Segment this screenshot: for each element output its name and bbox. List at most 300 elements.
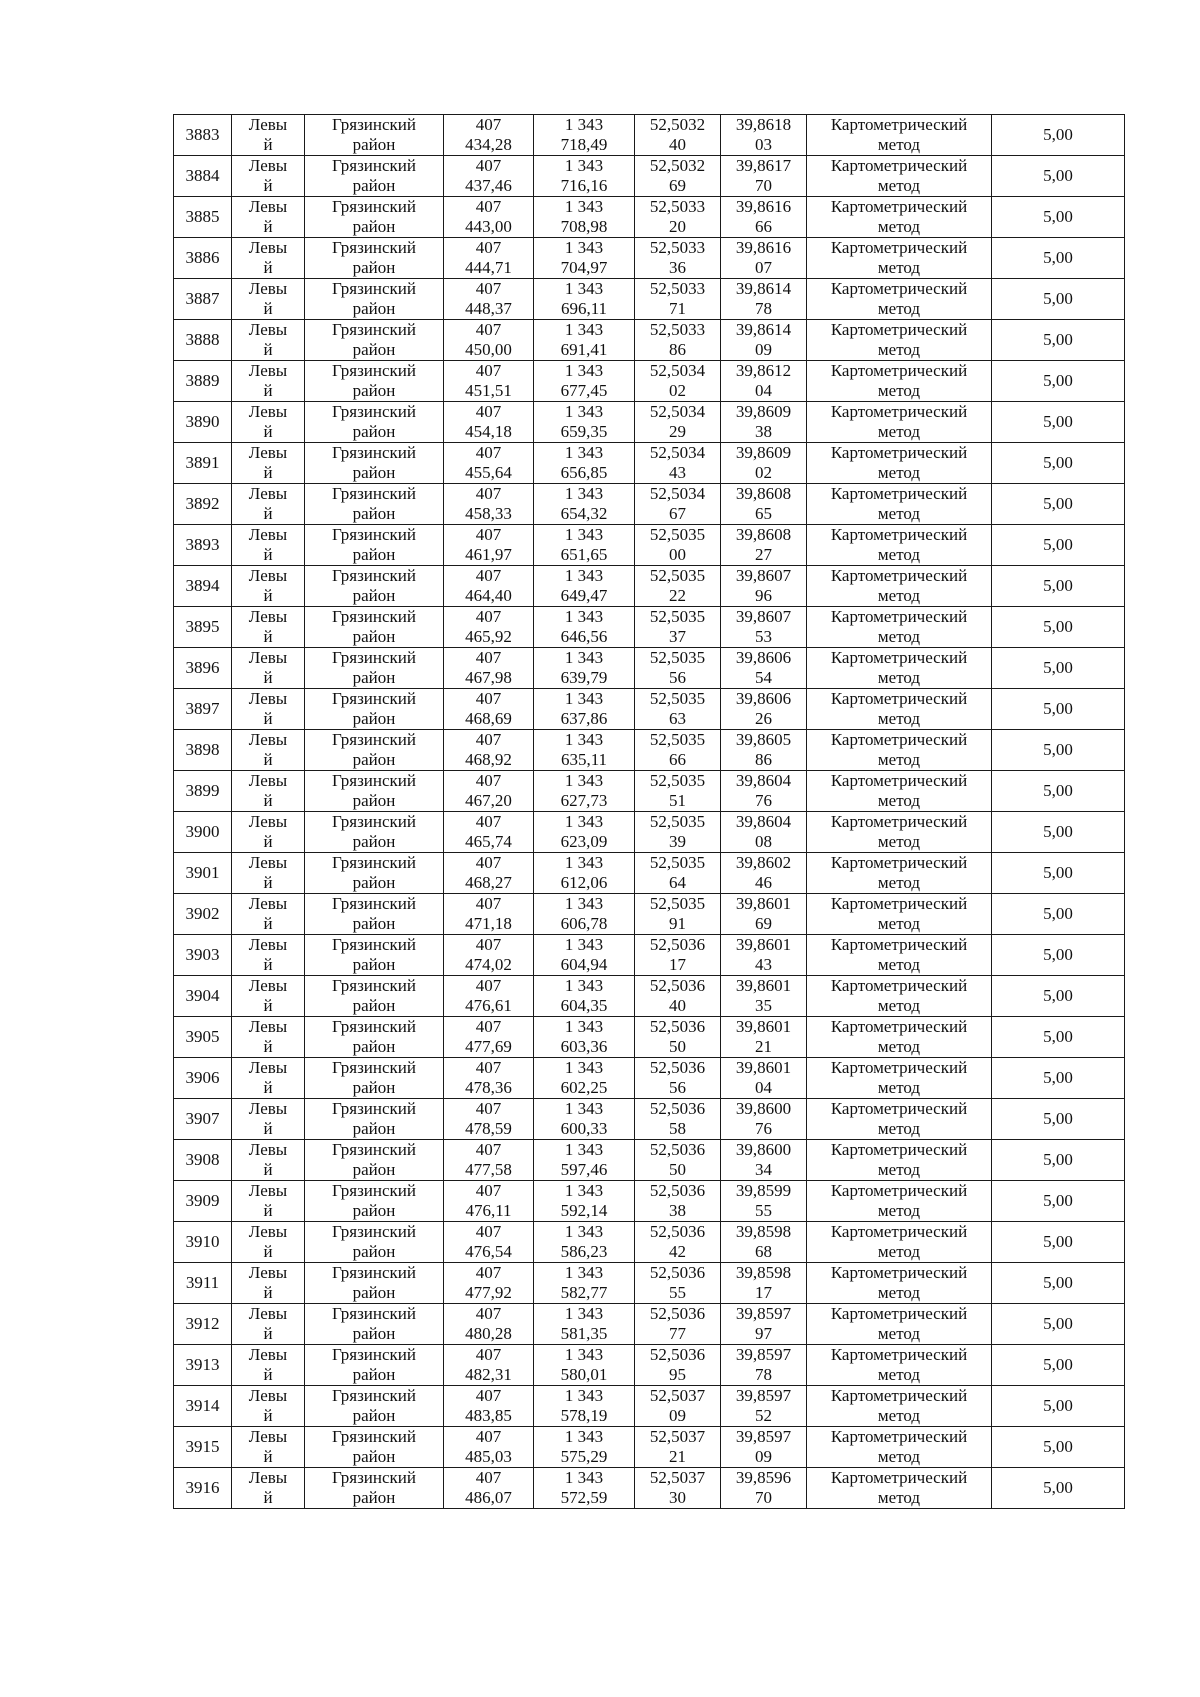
point-number-cell: 3889 bbox=[174, 361, 232, 402]
district-line: Грязинский bbox=[332, 238, 416, 257]
bank-side-line: Левы bbox=[248, 1304, 288, 1323]
x-coordinate-cell bbox=[444, 935, 534, 976]
y-coordinate-cell bbox=[534, 402, 635, 443]
latitude-cell bbox=[635, 238, 721, 279]
x-coordinate-cell bbox=[444, 1222, 534, 1263]
district-cell bbox=[305, 771, 444, 812]
x-coordinate-line: 451,51 bbox=[465, 381, 512, 400]
bank-side-line: й bbox=[263, 1406, 273, 1425]
longitude-line: 70 bbox=[755, 1488, 772, 1507]
longitude-line: 39,8617 bbox=[735, 156, 792, 175]
method-line: Картометрический bbox=[830, 1099, 968, 1118]
bank-side-line: Левы bbox=[248, 156, 288, 175]
bank-side-cell bbox=[232, 894, 305, 935]
y-coordinate-line: 659,35 bbox=[560, 422, 608, 441]
longitude-cell bbox=[721, 1304, 807, 1345]
longitude-line: 38 bbox=[755, 422, 772, 441]
bank-side-cell bbox=[232, 853, 305, 894]
district-line: Грязинский bbox=[332, 320, 416, 339]
y-coordinate-cell bbox=[534, 607, 635, 648]
x-coordinate-line: 407 bbox=[475, 320, 502, 339]
point-number-cell: 3899 bbox=[174, 771, 232, 812]
method-line: метод bbox=[877, 1365, 921, 1384]
accuracy-cell: 5,00 bbox=[992, 1099, 1125, 1140]
district-line: район bbox=[352, 1447, 396, 1466]
x-coordinate-line: 468,92 bbox=[465, 750, 512, 769]
point-number-cell: 3901 bbox=[174, 853, 232, 894]
longitude-cell bbox=[721, 279, 807, 320]
district-line: район bbox=[352, 217, 396, 236]
district-line: район bbox=[352, 1488, 396, 1507]
point-number-cell: 3916 bbox=[174, 1468, 232, 1509]
point-number-cell: 3910 bbox=[174, 1222, 232, 1263]
longitude-line: 39,8601 bbox=[735, 976, 792, 995]
bank-side-cell bbox=[232, 689, 305, 730]
y-coordinate-cell bbox=[534, 689, 635, 730]
method-cell bbox=[807, 935, 992, 976]
longitude-cell bbox=[721, 443, 807, 484]
table-row bbox=[174, 361, 1125, 402]
y-coordinate-line: 635,11 bbox=[560, 750, 608, 769]
latitude-line: 64 bbox=[669, 873, 686, 892]
bank-side-line: й bbox=[263, 135, 273, 154]
x-coordinate-cell bbox=[444, 1263, 534, 1304]
y-coordinate-cell bbox=[534, 1017, 635, 1058]
table-row bbox=[174, 1468, 1125, 1509]
latitude-cell bbox=[635, 1427, 721, 1468]
district-line: район bbox=[352, 463, 396, 482]
longitude-line: 39,8616 bbox=[735, 238, 792, 257]
y-coordinate-line: 575,29 bbox=[560, 1447, 608, 1466]
bank-side-line: й bbox=[263, 1160, 273, 1179]
bank-side-line: Левы bbox=[248, 607, 288, 626]
point-number-cell: 3914 bbox=[174, 1386, 232, 1427]
district-line: Грязинский bbox=[332, 812, 416, 831]
longitude-line: 27 bbox=[755, 545, 772, 564]
longitude-line: 66 bbox=[755, 217, 772, 236]
longitude-line: 78 bbox=[755, 299, 772, 318]
method-cell bbox=[807, 689, 992, 730]
district-cell bbox=[305, 1181, 444, 1222]
longitude-line: 39,8597 bbox=[735, 1345, 792, 1364]
method-cell bbox=[807, 1263, 992, 1304]
x-coordinate-line: 476,54 bbox=[465, 1242, 512, 1261]
bank-side-cell bbox=[232, 1058, 305, 1099]
bank-side-line: Левы bbox=[248, 812, 288, 831]
longitude-cell bbox=[721, 894, 807, 935]
method-cell bbox=[807, 607, 992, 648]
y-coordinate-cell bbox=[534, 1263, 635, 1304]
longitude-line: 39,8601 bbox=[735, 1017, 792, 1036]
x-coordinate-line: 407 bbox=[475, 894, 502, 913]
table-row bbox=[174, 730, 1125, 771]
bank-side-line: й bbox=[263, 1283, 273, 1302]
bank-side-line: й bbox=[263, 504, 273, 523]
method-line: метод bbox=[877, 1324, 921, 1343]
district-line: Грязинский bbox=[332, 1345, 416, 1364]
bank-side-line: й bbox=[263, 750, 273, 769]
longitude-line: 68 bbox=[755, 1242, 772, 1261]
x-coordinate-cell bbox=[444, 1017, 534, 1058]
x-coordinate-line: 467,20 bbox=[465, 791, 512, 810]
y-coordinate-line: 592,14 bbox=[560, 1201, 608, 1220]
method-line: Картометрический bbox=[830, 648, 968, 667]
y-coordinate-line: 572,59 bbox=[560, 1488, 608, 1507]
longitude-cell bbox=[721, 402, 807, 443]
bank-side-line: й bbox=[263, 791, 273, 810]
latitude-cell bbox=[635, 1181, 721, 1222]
latitude-line: 66 bbox=[669, 750, 686, 769]
y-coordinate-cell bbox=[534, 238, 635, 279]
method-line: Картометрический bbox=[830, 115, 968, 134]
y-coordinate-line: 586,23 bbox=[560, 1242, 608, 1261]
y-coordinate-line: 654,32 bbox=[560, 504, 608, 523]
latitude-cell bbox=[635, 566, 721, 607]
latitude-line: 52,5034 bbox=[649, 484, 706, 503]
district-cell bbox=[305, 1263, 444, 1304]
y-coordinate-line: 1 343 bbox=[564, 1099, 604, 1118]
longitude-cell bbox=[721, 607, 807, 648]
x-coordinate-line: 450,00 bbox=[465, 340, 512, 359]
method-cell bbox=[807, 156, 992, 197]
longitude-line: 55 bbox=[755, 1201, 772, 1220]
method-line: метод bbox=[877, 381, 921, 400]
point-number-cell: 3902 bbox=[174, 894, 232, 935]
latitude-line: 52,5037 bbox=[649, 1468, 706, 1487]
accuracy-cell: 5,00 bbox=[992, 320, 1125, 361]
latitude-line: 52,5035 bbox=[649, 607, 706, 626]
bank-side-line: Левы bbox=[248, 115, 288, 134]
method-line: метод bbox=[877, 914, 921, 933]
bank-side-cell bbox=[232, 1427, 305, 1468]
y-coordinate-line: 1 343 bbox=[564, 1222, 604, 1241]
y-coordinate-line: 581,35 bbox=[560, 1324, 608, 1343]
longitude-line: 76 bbox=[755, 1119, 772, 1138]
longitude-cell bbox=[721, 1099, 807, 1140]
latitude-cell bbox=[635, 197, 721, 238]
latitude-cell bbox=[635, 1140, 721, 1181]
x-coordinate-cell bbox=[444, 1427, 534, 1468]
bank-side-cell bbox=[232, 648, 305, 689]
latitude-cell bbox=[635, 689, 721, 730]
x-coordinate-cell bbox=[444, 115, 534, 156]
district-cell bbox=[305, 443, 444, 484]
district-line: Грязинский bbox=[332, 1263, 416, 1282]
accuracy-cell: 5,00 bbox=[992, 197, 1125, 238]
latitude-cell bbox=[635, 853, 721, 894]
district-cell bbox=[305, 361, 444, 402]
y-coordinate-line: 639,79 bbox=[560, 668, 608, 687]
method-line: Картометрический bbox=[830, 484, 968, 503]
y-coordinate-line: 1 343 bbox=[564, 320, 604, 339]
latitude-line: 52,5035 bbox=[649, 689, 706, 708]
district-line: Грязинский bbox=[332, 279, 416, 298]
latitude-line: 50 bbox=[669, 1160, 686, 1179]
district-cell bbox=[305, 1468, 444, 1509]
bank-side-line: й bbox=[263, 1447, 273, 1466]
method-line: Картометрический bbox=[830, 1468, 968, 1487]
longitude-line: 39,8599 bbox=[735, 1181, 792, 1200]
y-coordinate-cell bbox=[534, 730, 635, 771]
method-line: метод bbox=[877, 791, 921, 810]
method-line: метод bbox=[877, 1488, 921, 1507]
x-coordinate-line: 468,27 bbox=[465, 873, 512, 892]
longitude-line: 46 bbox=[755, 873, 772, 892]
table-row bbox=[174, 484, 1125, 525]
method-cell bbox=[807, 484, 992, 525]
y-coordinate-line: 1 343 bbox=[564, 156, 604, 175]
x-coordinate-cell bbox=[444, 853, 534, 894]
method-line: метод bbox=[877, 1242, 921, 1261]
method-line: Картометрический bbox=[830, 1017, 968, 1036]
accuracy-cell: 5,00 bbox=[992, 648, 1125, 689]
method-line: Картометрический bbox=[830, 525, 968, 544]
longitude-cell bbox=[721, 525, 807, 566]
latitude-line: 95 bbox=[669, 1365, 686, 1384]
district-line: район bbox=[352, 1201, 396, 1220]
longitude-cell bbox=[721, 1468, 807, 1509]
x-coordinate-line: 477,92 bbox=[465, 1283, 512, 1302]
bank-side-line: Левы bbox=[248, 1140, 288, 1159]
district-cell bbox=[305, 1017, 444, 1058]
method-line: метод bbox=[877, 1406, 921, 1425]
accuracy-cell: 5,00 bbox=[992, 1386, 1125, 1427]
method-line: Картометрический bbox=[830, 771, 968, 790]
point-number-cell: 3895 bbox=[174, 607, 232, 648]
bank-side-line: Левы bbox=[248, 238, 288, 257]
bank-side-line: й bbox=[263, 586, 273, 605]
district-line: Грязинский bbox=[332, 1222, 416, 1241]
table-row bbox=[174, 115, 1125, 156]
district-line: район bbox=[352, 955, 396, 974]
bank-side-line: й bbox=[263, 1201, 273, 1220]
accuracy-cell: 5,00 bbox=[992, 1058, 1125, 1099]
district-cell bbox=[305, 320, 444, 361]
longitude-cell bbox=[721, 1222, 807, 1263]
method-cell bbox=[807, 894, 992, 935]
accuracy-cell: 5,00 bbox=[992, 689, 1125, 730]
latitude-line: 52,5036 bbox=[649, 1099, 706, 1118]
bank-side-line: й bbox=[263, 832, 273, 851]
table-row bbox=[174, 853, 1125, 894]
x-coordinate-line: 478,36 bbox=[465, 1078, 512, 1097]
x-coordinate-line: 407 bbox=[475, 935, 502, 954]
latitude-cell bbox=[635, 894, 721, 935]
bank-side-line: й bbox=[263, 1488, 273, 1507]
method-line: Картометрический bbox=[830, 566, 968, 585]
method-cell bbox=[807, 1386, 992, 1427]
longitude-line: 39,8602 bbox=[735, 853, 792, 872]
bank-side-cell bbox=[232, 771, 305, 812]
latitude-line: 58 bbox=[669, 1119, 686, 1138]
bank-side-line: Левы bbox=[248, 197, 288, 216]
y-coordinate-cell bbox=[534, 525, 635, 566]
y-coordinate-cell bbox=[534, 156, 635, 197]
accuracy-cell: 5,00 bbox=[992, 1304, 1125, 1345]
x-coordinate-cell bbox=[444, 1140, 534, 1181]
y-coordinate-cell bbox=[534, 1222, 635, 1263]
longitude-line: 39,8609 bbox=[735, 402, 792, 421]
latitude-line: 09 bbox=[669, 1406, 686, 1425]
y-coordinate-line: 718,49 bbox=[560, 135, 608, 154]
bank-side-cell bbox=[232, 1304, 305, 1345]
longitude-line: 02 bbox=[755, 463, 772, 482]
method-line: метод bbox=[877, 258, 921, 277]
district-line: Грязинский bbox=[332, 607, 416, 626]
y-coordinate-line: 627,73 bbox=[560, 791, 608, 810]
point-number-cell: 3905 bbox=[174, 1017, 232, 1058]
bank-side-cell bbox=[232, 484, 305, 525]
district-line: Грязинский bbox=[332, 484, 416, 503]
district-line: Грязинский bbox=[332, 443, 416, 462]
latitude-line: 21 bbox=[669, 1447, 686, 1466]
point-number-cell: 3908 bbox=[174, 1140, 232, 1181]
x-coordinate-cell bbox=[444, 156, 534, 197]
longitude-line: 86 bbox=[755, 750, 772, 769]
method-line: Картометрический bbox=[830, 1263, 968, 1282]
accuracy-cell: 5,00 bbox=[992, 976, 1125, 1017]
latitude-line: 69 bbox=[669, 176, 686, 195]
x-coordinate-line: 478,59 bbox=[465, 1119, 512, 1138]
district-cell bbox=[305, 1427, 444, 1468]
y-coordinate-cell bbox=[534, 894, 635, 935]
district-line: район bbox=[352, 914, 396, 933]
district-line: район bbox=[352, 135, 396, 154]
y-coordinate-line: 1 343 bbox=[564, 607, 604, 626]
y-coordinate-cell bbox=[534, 1345, 635, 1386]
district-cell bbox=[305, 894, 444, 935]
longitude-cell bbox=[721, 566, 807, 607]
x-coordinate-line: 407 bbox=[475, 115, 502, 134]
method-line: Картометрический bbox=[830, 1181, 968, 1200]
y-coordinate-cell bbox=[534, 320, 635, 361]
accuracy-cell: 5,00 bbox=[992, 771, 1125, 812]
district-cell bbox=[305, 566, 444, 607]
bank-side-line: Левы bbox=[248, 279, 288, 298]
method-line: Картометрический bbox=[830, 853, 968, 872]
x-coordinate-line: 485,03 bbox=[465, 1447, 512, 1466]
x-coordinate-line: 477,58 bbox=[465, 1160, 512, 1179]
longitude-cell bbox=[721, 1345, 807, 1386]
x-coordinate-line: 407 bbox=[475, 1017, 502, 1036]
x-coordinate-line: 465,92 bbox=[465, 627, 512, 646]
longitude-line: 09 bbox=[755, 1447, 772, 1466]
method-cell bbox=[807, 1427, 992, 1468]
x-coordinate-line: 448,37 bbox=[465, 299, 512, 318]
district-line: район bbox=[352, 627, 396, 646]
y-coordinate-line: 1 343 bbox=[564, 566, 604, 585]
district-line: Грязинский bbox=[332, 1099, 416, 1118]
bank-side-line: й bbox=[263, 1078, 273, 1097]
district-line: район bbox=[352, 299, 396, 318]
district-cell bbox=[305, 197, 444, 238]
x-coordinate-line: 407 bbox=[475, 853, 502, 872]
longitude-cell bbox=[721, 976, 807, 1017]
table-row bbox=[174, 402, 1125, 443]
y-coordinate-cell bbox=[534, 1181, 635, 1222]
point-number-cell: 3911 bbox=[174, 1263, 232, 1304]
district-line: район bbox=[352, 1078, 396, 1097]
longitude-line: 09 bbox=[755, 340, 772, 359]
bank-side-cell bbox=[232, 812, 305, 853]
latitude-line: 52,5035 bbox=[649, 525, 706, 544]
method-cell bbox=[807, 1222, 992, 1263]
method-line: метод bbox=[877, 1037, 921, 1056]
accuracy-cell: 5,00 bbox=[992, 525, 1125, 566]
latitude-line: 56 bbox=[669, 668, 686, 687]
y-coordinate-line: 1 343 bbox=[564, 812, 604, 831]
y-coordinate-cell bbox=[534, 361, 635, 402]
latitude-line: 52,5035 bbox=[649, 894, 706, 913]
x-coordinate-line: 471,18 bbox=[465, 914, 512, 933]
bank-side-line: й bbox=[263, 217, 273, 236]
latitude-cell bbox=[635, 1345, 721, 1386]
x-coordinate-cell bbox=[444, 1386, 534, 1427]
method-cell bbox=[807, 1058, 992, 1099]
district-line: Грязинский bbox=[332, 1386, 416, 1405]
method-line: Картометрический bbox=[830, 197, 968, 216]
y-coordinate-line: 604,35 bbox=[560, 996, 608, 1015]
latitude-cell bbox=[635, 976, 721, 1017]
method-line: метод bbox=[877, 176, 921, 195]
y-coordinate-line: 1 343 bbox=[564, 1181, 604, 1200]
district-cell bbox=[305, 1099, 444, 1140]
bank-side-line: й bbox=[263, 709, 273, 728]
district-line: Грязинский bbox=[332, 1181, 416, 1200]
district-cell bbox=[305, 1304, 444, 1345]
bank-side-cell bbox=[232, 443, 305, 484]
bank-side-line: й bbox=[263, 381, 273, 400]
point-number-cell: 3912 bbox=[174, 1304, 232, 1345]
longitude-line: 39,8616 bbox=[735, 197, 792, 216]
method-line: метод bbox=[877, 955, 921, 974]
longitude-line: 39,8597 bbox=[735, 1427, 792, 1446]
latitude-cell bbox=[635, 115, 721, 156]
longitude-cell bbox=[721, 812, 807, 853]
district-cell bbox=[305, 238, 444, 279]
method-line: Картометрический bbox=[830, 1058, 968, 1077]
longitude-line: 39,8597 bbox=[735, 1386, 792, 1405]
longitude-cell bbox=[721, 320, 807, 361]
method-cell bbox=[807, 525, 992, 566]
district-line: район bbox=[352, 504, 396, 523]
x-coordinate-cell bbox=[444, 976, 534, 1017]
longitude-line: 97 bbox=[755, 1324, 772, 1343]
table-row bbox=[174, 607, 1125, 648]
accuracy-cell: 5,00 bbox=[992, 1181, 1125, 1222]
longitude-cell bbox=[721, 484, 807, 525]
latitude-line: 42 bbox=[669, 1242, 686, 1261]
y-coordinate-line: 1 343 bbox=[564, 1468, 604, 1487]
bank-side-line: Левы bbox=[248, 1468, 288, 1487]
longitude-line: 76 bbox=[755, 791, 772, 810]
longitude-cell bbox=[721, 1181, 807, 1222]
longitude-line: 39,8608 bbox=[735, 525, 792, 544]
y-coordinate-line: 597,46 bbox=[560, 1160, 608, 1179]
x-coordinate-cell bbox=[444, 648, 534, 689]
method-line: Картометрический bbox=[830, 402, 968, 421]
y-coordinate-cell bbox=[534, 1099, 635, 1140]
longitude-cell bbox=[721, 361, 807, 402]
table-row bbox=[174, 320, 1125, 361]
district-line: Грязинский bbox=[332, 1427, 416, 1446]
x-coordinate-cell bbox=[444, 1304, 534, 1345]
y-coordinate-line: 1 343 bbox=[564, 115, 604, 134]
method-line: метод bbox=[877, 463, 921, 482]
y-coordinate-line: 646,56 bbox=[560, 627, 608, 646]
longitude-line: 39,8601 bbox=[735, 894, 792, 913]
method-line: метод bbox=[877, 217, 921, 236]
